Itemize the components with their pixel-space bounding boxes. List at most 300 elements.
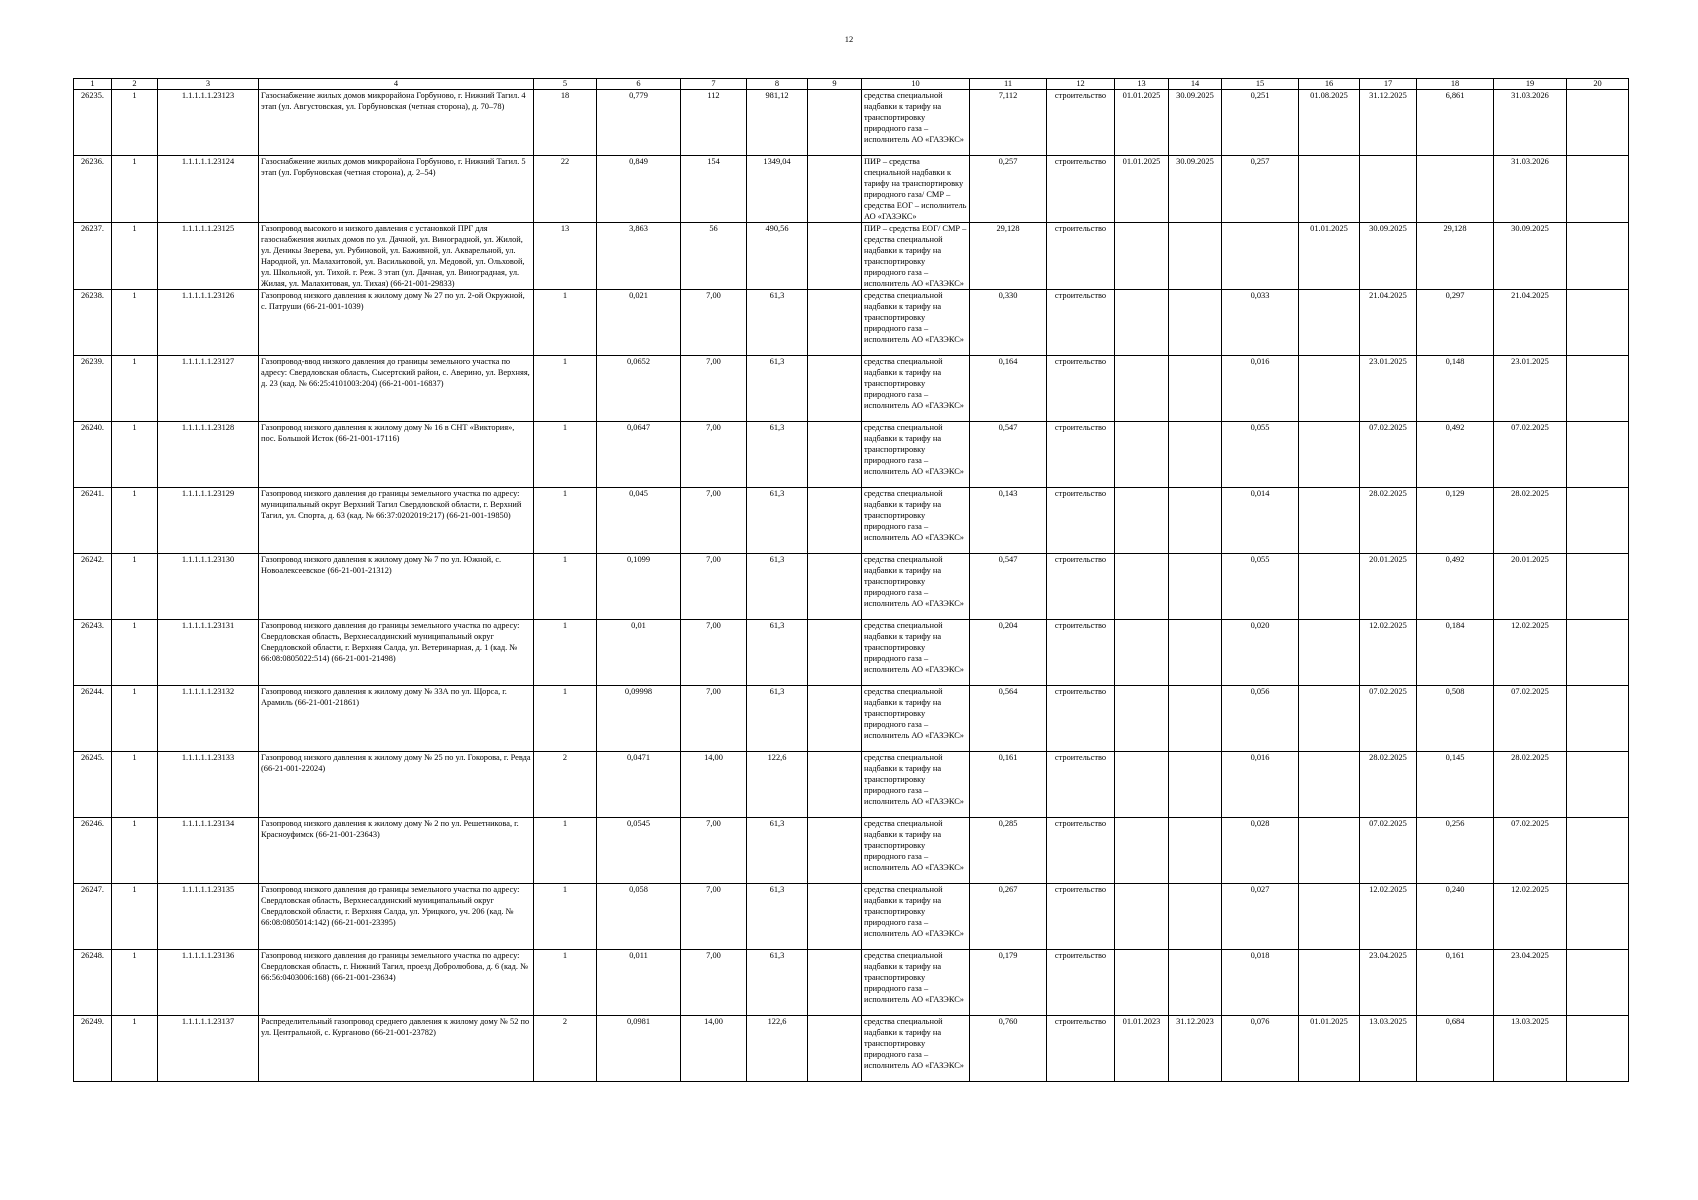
object-code: 1.1.1.1.1.23129	[158, 488, 259, 554]
column-number: 4	[259, 79, 534, 90]
quantity-cell: 1	[112, 156, 158, 223]
row-number: 26239.	[74, 356, 112, 422]
quantity-cell: 1	[112, 950, 158, 1016]
end-date: 30.09.2025	[1169, 156, 1222, 223]
start-date	[1115, 488, 1169, 554]
value-20	[1567, 818, 1629, 884]
row-number: 26235.	[74, 90, 112, 156]
completion-date: 31.03.2026	[1494, 90, 1567, 156]
work-type: строительство	[1047, 950, 1115, 1016]
value-18: 0,297	[1417, 290, 1494, 356]
value-18: 0,492	[1417, 554, 1494, 620]
start-date-2	[1299, 488, 1360, 554]
value-5: 1	[534, 884, 597, 950]
quantity-cell: 1	[112, 1016, 158, 1082]
value-15: 0,033	[1222, 290, 1299, 356]
end-date	[1169, 223, 1222, 290]
completion-date: 20.01.2025	[1494, 554, 1567, 620]
work-type: строительство	[1047, 422, 1115, 488]
row-number: 26248.	[74, 950, 112, 1016]
value-5: 1	[534, 422, 597, 488]
end-date: 31.12.2023	[1169, 1016, 1222, 1082]
funding-source: средства специальной надбавки к тарифу на транспортировку природного газа – исполнитель АО «ГАЗЭКС»	[862, 554, 970, 620]
column-number: 11	[970, 79, 1047, 90]
row-number: 26247.	[74, 884, 112, 950]
value-20	[1567, 686, 1629, 752]
funding-source: ПИР – средства специальной надбавки к тарифу на транспортировку природного газа/ СМР – средства ЕОГ – исполнитель АО «ГАЗЭКС»	[862, 156, 970, 223]
object-description: Газопровод низкого давления до границы земельного участка по адресу: Свердловская область, г. Нижний Тагил, проезд Добролюбова, д. 6 (кад. № 66:56:0403006:168) (66-21-001-23634)	[259, 950, 534, 1016]
value-7: 7,00	[681, 290, 747, 356]
table-row	[74, 818, 1629, 884]
value-5: 18	[534, 90, 597, 156]
value-8: 61,3	[747, 422, 808, 488]
start-date: 01.01.2023	[1115, 1016, 1169, 1082]
end-date	[1169, 290, 1222, 356]
value-5: 1	[534, 290, 597, 356]
end-date-2	[1360, 156, 1417, 223]
start-date-2: 01.01.2025	[1299, 1016, 1360, 1082]
funding-source: средства специальной надбавки к тарифу на транспортировку природного газа – исполнитель АО «ГАЗЭКС»	[862, 752, 970, 818]
object-code: 1.1.1.1.1.23134	[158, 818, 259, 884]
object-code: 1.1.1.1.1.23124	[158, 156, 259, 223]
work-type: строительство	[1047, 356, 1115, 422]
completion-date: 23.04.2025	[1494, 950, 1567, 1016]
completion-date: 31.03.2026	[1494, 156, 1567, 223]
start-date-2	[1299, 818, 1360, 884]
table-row	[74, 223, 1629, 290]
cost-value: 0,285	[970, 818, 1047, 884]
quantity-cell: 1	[112, 752, 158, 818]
value-5: 13	[534, 223, 597, 290]
object-description: Газоснабжение жилых домов микрорайона Горбуново, г. Нижний Тагил. 4 этап (ул. Августовская, ул. Горбуновская (четная сторона), д. 70–78)	[259, 90, 534, 156]
row-number: 26243.	[74, 620, 112, 686]
start-date-2	[1299, 884, 1360, 950]
start-date-2	[1299, 950, 1360, 1016]
start-date	[1115, 422, 1169, 488]
object-description: Распределительный газопровод среднего давления к жилому дому № 52 по ул. Центральной, с. Курганово (66-21-001-23782)	[259, 1016, 534, 1082]
value-15: 0,027	[1222, 884, 1299, 950]
column-number: 3	[158, 79, 259, 90]
row-number: 26240.	[74, 422, 112, 488]
value-7: 7,00	[681, 818, 747, 884]
end-date-2: 12.02.2025	[1360, 620, 1417, 686]
completion-date: 07.02.2025	[1494, 686, 1567, 752]
table-row	[74, 884, 1629, 950]
table-row	[74, 752, 1629, 818]
column-number: 19	[1494, 79, 1567, 90]
value-20	[1567, 620, 1629, 686]
value-20	[1567, 223, 1629, 290]
funding-source: средства специальной надбавки к тарифу на транспортировку природного газа – исполнитель АО «ГАЗЭКС»	[862, 356, 970, 422]
value-9	[808, 752, 862, 818]
length-value: 0,021	[597, 290, 681, 356]
value-7: 7,00	[681, 356, 747, 422]
column-number-row	[74, 79, 1629, 90]
funding-source: средства специальной надбавки к тарифу на транспортировку природного газа – исполнитель АО «ГАЗЭКС»	[862, 818, 970, 884]
start-date	[1115, 752, 1169, 818]
value-20	[1567, 90, 1629, 156]
completion-date: 23.01.2025	[1494, 356, 1567, 422]
end-date	[1169, 356, 1222, 422]
value-7: 14,00	[681, 1016, 747, 1082]
value-18: 0,129	[1417, 488, 1494, 554]
quantity-cell: 1	[112, 488, 158, 554]
cost-value: 0,257	[970, 156, 1047, 223]
value-9	[808, 90, 862, 156]
object-code: 1.1.1.1.1.23130	[158, 554, 259, 620]
work-type: строительство	[1047, 884, 1115, 950]
value-8: 61,3	[747, 884, 808, 950]
end-date	[1169, 818, 1222, 884]
value-18: 0,161	[1417, 950, 1494, 1016]
object-code: 1.1.1.1.1.23135	[158, 884, 259, 950]
length-value: 0,0652	[597, 356, 681, 422]
completion-date: 13.03.2025	[1494, 1016, 1567, 1082]
row-number: 26236.	[74, 156, 112, 223]
value-15: 0,028	[1222, 818, 1299, 884]
funding-source: средства специальной надбавки к тарифу на транспортировку природного газа – исполнитель АО «ГАЗЭКС»	[862, 488, 970, 554]
object-code: 1.1.1.1.1.23127	[158, 356, 259, 422]
start-date-2	[1299, 752, 1360, 818]
value-9	[808, 422, 862, 488]
value-15: 0,016	[1222, 356, 1299, 422]
value-18: 0,492	[1417, 422, 1494, 488]
column-number: 10	[862, 79, 970, 90]
row-number: 26245.	[74, 752, 112, 818]
length-value: 0,058	[597, 884, 681, 950]
value-20	[1567, 1016, 1629, 1082]
value-18: 0,256	[1417, 818, 1494, 884]
object-description: Газопровод низкого давления к жилому дому № 7 по ул. Южной, с. Новоалексеевское (66-21-001-21312)	[259, 554, 534, 620]
work-type: строительство	[1047, 818, 1115, 884]
column-number: 15	[1222, 79, 1299, 90]
value-15: 0,020	[1222, 620, 1299, 686]
value-7: 7,00	[681, 422, 747, 488]
value-9	[808, 818, 862, 884]
value-7: 56	[681, 223, 747, 290]
value-7: 7,00	[681, 620, 747, 686]
value-18: 0,184	[1417, 620, 1494, 686]
row-number: 26237.	[74, 223, 112, 290]
table-row	[74, 950, 1629, 1016]
length-value: 0,045	[597, 488, 681, 554]
length-value: 0,1099	[597, 554, 681, 620]
value-15: 0,056	[1222, 686, 1299, 752]
end-date	[1169, 620, 1222, 686]
object-code: 1.1.1.1.1.23136	[158, 950, 259, 1016]
end-date-2: 07.02.2025	[1360, 818, 1417, 884]
column-number: 13	[1115, 79, 1169, 90]
value-8: 122,6	[747, 752, 808, 818]
value-8: 490,56	[747, 223, 808, 290]
value-18: 0,240	[1417, 884, 1494, 950]
object-code: 1.1.1.1.1.23125	[158, 223, 259, 290]
value-9	[808, 488, 862, 554]
start-date	[1115, 686, 1169, 752]
length-value: 0,01	[597, 620, 681, 686]
quantity-cell: 1	[112, 90, 158, 156]
end-date-2: 23.01.2025	[1360, 356, 1417, 422]
end-date-2: 21.04.2025	[1360, 290, 1417, 356]
value-20	[1567, 356, 1629, 422]
length-value: 0,0647	[597, 422, 681, 488]
value-15: 0,055	[1222, 422, 1299, 488]
completion-date: 28.02.2025	[1494, 752, 1567, 818]
object-code: 1.1.1.1.1.23132	[158, 686, 259, 752]
value-9	[808, 156, 862, 223]
column-number: 9	[808, 79, 862, 90]
length-value: 0,0471	[597, 752, 681, 818]
start-date-2	[1299, 290, 1360, 356]
length-value: 0,09998	[597, 686, 681, 752]
value-18: 0,684	[1417, 1016, 1494, 1082]
value-20	[1567, 554, 1629, 620]
cost-value: 0,179	[970, 950, 1047, 1016]
value-5: 1	[534, 686, 597, 752]
start-date-2	[1299, 356, 1360, 422]
end-date	[1169, 422, 1222, 488]
value-20	[1567, 422, 1629, 488]
completion-date: 21.04.2025	[1494, 290, 1567, 356]
value-7: 7,00	[681, 686, 747, 752]
end-date: 30.09.2025	[1169, 90, 1222, 156]
start-date-2: 01.08.2025	[1299, 90, 1360, 156]
value-20	[1567, 290, 1629, 356]
column-number: 1	[74, 79, 112, 90]
column-number: 18	[1417, 79, 1494, 90]
object-description: Газопровод высокого и низкого давления с установкой ПРГ для газоснабжения жилых домов по ул. Дачной, ул. Виноградной, ул. Жилой, ул. Деникы Зверева, ул. Рубиновой, ул. Баживной, ул. Акварельной, ул. Народной, ул. Малахитовой, ул. Васильковой, ул. Медовой, ул. Ольховой, ул. Школьной, ул. Тихой. г. Реж. 3 этап (ул. Дачная, ул. Виноградная, ул. Жилая, ул. Малахитовая, ул. Тихая) (66-21-001-29833)	[259, 223, 534, 290]
completion-date: 28.02.2025	[1494, 488, 1567, 554]
work-type: строительство	[1047, 686, 1115, 752]
cost-value: 0,143	[970, 488, 1047, 554]
length-value: 0,011	[597, 950, 681, 1016]
value-8: 1349,04	[747, 156, 808, 223]
quantity-cell: 1	[112, 422, 158, 488]
length-value: 0,779	[597, 90, 681, 156]
page-number: 12	[844, 34, 854, 44]
end-date	[1169, 884, 1222, 950]
value-7: 7,00	[681, 950, 747, 1016]
object-code: 1.1.1.1.1.23137	[158, 1016, 259, 1082]
completion-date: 07.02.2025	[1494, 422, 1567, 488]
value-8: 61,3	[747, 488, 808, 554]
object-code: 1.1.1.1.1.23126	[158, 290, 259, 356]
cost-value: 0,204	[970, 620, 1047, 686]
start-date: 01.01.2025	[1115, 90, 1169, 156]
value-18	[1417, 156, 1494, 223]
end-date	[1169, 554, 1222, 620]
completion-date: 07.02.2025	[1494, 818, 1567, 884]
value-15: 0,016	[1222, 752, 1299, 818]
work-type: строительство	[1047, 90, 1115, 156]
value-8: 122,6	[747, 1016, 808, 1082]
value-9	[808, 223, 862, 290]
value-7: 7,00	[681, 554, 747, 620]
value-9	[808, 950, 862, 1016]
table-row	[74, 156, 1629, 223]
value-20	[1567, 884, 1629, 950]
value-9	[808, 686, 862, 752]
end-date-2: 07.02.2025	[1360, 686, 1417, 752]
start-date	[1115, 884, 1169, 950]
value-5: 1	[534, 554, 597, 620]
table-row	[74, 290, 1629, 356]
table-row	[74, 686, 1629, 752]
value-8: 61,3	[747, 554, 808, 620]
cost-value: 29,128	[970, 223, 1047, 290]
cost-value: 0,267	[970, 884, 1047, 950]
cost-value: 7,112	[970, 90, 1047, 156]
row-number: 26238.	[74, 290, 112, 356]
column-number: 12	[1047, 79, 1115, 90]
table-body	[74, 90, 1629, 1082]
cost-value: 0,760	[970, 1016, 1047, 1082]
funding-source: средства специальной надбавки к тарифу на транспортировку природного газа – исполнитель АО «ГАЗЭКС»	[862, 950, 970, 1016]
value-15: 0,076	[1222, 1016, 1299, 1082]
value-5: 1	[534, 620, 597, 686]
value-5: 1	[534, 950, 597, 1016]
object-description: Газопровод низкого давления к жилому дому № 2 по ул. Решетникова, г. Красноуфимск (66-21-001-23643)	[259, 818, 534, 884]
row-number: 26246.	[74, 818, 112, 884]
end-date-2: 28.02.2025	[1360, 752, 1417, 818]
column-number: 6	[597, 79, 681, 90]
value-15	[1222, 223, 1299, 290]
start-date: 01.01.2025	[1115, 156, 1169, 223]
table-row	[74, 356, 1629, 422]
start-date	[1115, 356, 1169, 422]
table-row	[74, 90, 1629, 156]
completion-date: 12.02.2025	[1494, 884, 1567, 950]
value-7: 7,00	[681, 884, 747, 950]
work-type: строительство	[1047, 1016, 1115, 1082]
value-9	[808, 620, 862, 686]
start-date	[1115, 554, 1169, 620]
funding-source: средства специальной надбавки к тарифу на транспортировку природного газа – исполнитель АО «ГАЗЭКС»	[862, 1016, 970, 1082]
table-row	[74, 422, 1629, 488]
column-number: 20	[1567, 79, 1629, 90]
end-date	[1169, 950, 1222, 1016]
end-date	[1169, 686, 1222, 752]
value-8: 61,3	[747, 950, 808, 1016]
quantity-cell: 1	[112, 223, 158, 290]
value-7: 112	[681, 90, 747, 156]
start-date-2	[1299, 422, 1360, 488]
quantity-cell: 1	[112, 356, 158, 422]
value-18: 6,861	[1417, 90, 1494, 156]
value-15: 0,014	[1222, 488, 1299, 554]
value-15: 0,055	[1222, 554, 1299, 620]
start-date	[1115, 290, 1169, 356]
table-row	[74, 1016, 1629, 1082]
value-18: 0,145	[1417, 752, 1494, 818]
cost-value: 0,564	[970, 686, 1047, 752]
value-15: 0,018	[1222, 950, 1299, 1016]
value-8: 61,3	[747, 686, 808, 752]
value-5: 1	[534, 488, 597, 554]
end-date-2: 31.12.2025	[1360, 90, 1417, 156]
value-9	[808, 290, 862, 356]
end-date	[1169, 488, 1222, 554]
completion-date: 12.02.2025	[1494, 620, 1567, 686]
funding-source: средства специальной надбавки к тарифу на транспортировку природного газа – исполнитель АО «ГАЗЭКС»	[862, 90, 970, 156]
value-15: 0,257	[1222, 156, 1299, 223]
object-description: Газопровод низкого давления до границы земельного участка по адресу: Свердловская область, Верхнесалдинский муниципальный округ Свердловской области, г. Верхняя Салда, ул. Урицкого, уч. 206 (кад. № 66:08:0805014:142) (66-21-001-23395)	[259, 884, 534, 950]
start-date	[1115, 620, 1169, 686]
length-value: 0,0981	[597, 1016, 681, 1082]
object-code: 1.1.1.1.1.23123	[158, 90, 259, 156]
quantity-cell: 1	[112, 620, 158, 686]
quantity-cell: 1	[112, 290, 158, 356]
value-8: 61,3	[747, 620, 808, 686]
length-value: 0,849	[597, 156, 681, 223]
value-7: 7,00	[681, 488, 747, 554]
cost-value: 0,547	[970, 422, 1047, 488]
value-18: 0,148	[1417, 356, 1494, 422]
cost-value: 0,330	[970, 290, 1047, 356]
value-9	[808, 356, 862, 422]
column-number: 16	[1299, 79, 1360, 90]
row-number: 26242.	[74, 554, 112, 620]
object-description: Газопровод низкого давления к жилому дому № 27 по ул. 2-ой Окружной, с. Патруши (66-21-001-1039)	[259, 290, 534, 356]
work-type: строительство	[1047, 620, 1115, 686]
object-description: Газопровод низкого давления к жилому дому № 16 в СНТ «Виктория», пос. Большой Исток (66-21-001-17116)	[259, 422, 534, 488]
table-row	[74, 488, 1629, 554]
length-value: 3,863	[597, 223, 681, 290]
end-date-2: 30.09.2025	[1360, 223, 1417, 290]
column-number: 14	[1169, 79, 1222, 90]
object-description: Газопровод низкого давления к жилому дому № 25 по ул. Гокорова, г. Ревда (66-21-001-22024)	[259, 752, 534, 818]
object-description: Газопровод-ввод низкого давления до границы земельного участка по адресу: Свердловская область, Сысертский район, с. Аверино, ул. Верхняя, д. 23 (кад. № 66:25:4101003:204) (66-21-001-16837)	[259, 356, 534, 422]
funding-source: средства специальной надбавки к тарифу на транспортировку природного газа – исполнитель АО «ГАЗЭКС»	[862, 686, 970, 752]
quantity-cell: 1	[112, 686, 158, 752]
work-type: строительство	[1047, 223, 1115, 290]
value-18: 0,508	[1417, 686, 1494, 752]
value-15: 0,251	[1222, 90, 1299, 156]
column-number: 2	[112, 79, 158, 90]
cost-value: 0,547	[970, 554, 1047, 620]
end-date-2: 12.02.2025	[1360, 884, 1417, 950]
row-number: 26249.	[74, 1016, 112, 1082]
register-table	[73, 78, 1629, 1082]
end-date-2: 07.02.2025	[1360, 422, 1417, 488]
value-5: 2	[534, 752, 597, 818]
row-number: 26244.	[74, 686, 112, 752]
end-date-2: 20.01.2025	[1360, 554, 1417, 620]
start-date-2	[1299, 620, 1360, 686]
object-description: Газопровод низкого давления до границы земельного участка по адресу: Свердловская область, Верхнесалдинский муниципальный округ Свердловской области, г. Верхняя Салда, ул. Ветеринарная, д. 1 (кад. № 66:08:0805022:514) (66-21-001-21498)	[259, 620, 534, 686]
object-code: 1.1.1.1.1.23133	[158, 752, 259, 818]
funding-source: средства специальной надбавки к тарифу на транспортировку природного газа – исполнитель АО «ГАЗЭКС»	[862, 422, 970, 488]
column-number: 17	[1360, 79, 1417, 90]
start-date	[1115, 223, 1169, 290]
funding-source: средства специальной надбавки к тарифу на транспортировку природного газа – исполнитель АО «ГАЗЭКС»	[862, 884, 970, 950]
start-date-2	[1299, 686, 1360, 752]
object-description: Газоснабжение жилых домов микрорайона Горбуново, г. Нижний Тагил. 5 этап (ул. Горбуновская (четная сторона), д. 2–54)	[259, 156, 534, 223]
quantity-cell: 1	[112, 818, 158, 884]
end-date-2: 23.04.2025	[1360, 950, 1417, 1016]
quantity-cell: 1	[112, 554, 158, 620]
value-20	[1567, 488, 1629, 554]
object-code: 1.1.1.1.1.23131	[158, 620, 259, 686]
object-code: 1.1.1.1.1.23128	[158, 422, 259, 488]
object-description: Газопровод низкого давления до границы земельного участка по адресу: муниципальный округ Верхний Тагил Свердловской области, г. Верхний Тагил, ул. Спорта, д. 63 (кад. № 66:37:0202019:217) (66-21-001-19850)	[259, 488, 534, 554]
funding-source: ПИР – средства ЕОГ/ СМР – средства специальной надбавки к тарифу на транспортировку природного газа – исполнитель АО «ГАЗЭКС»	[862, 223, 970, 290]
value-8: 981,12	[747, 90, 808, 156]
value-9	[808, 884, 862, 950]
cost-value: 0,161	[970, 752, 1047, 818]
value-9	[808, 1016, 862, 1082]
row-number: 26241.	[74, 488, 112, 554]
